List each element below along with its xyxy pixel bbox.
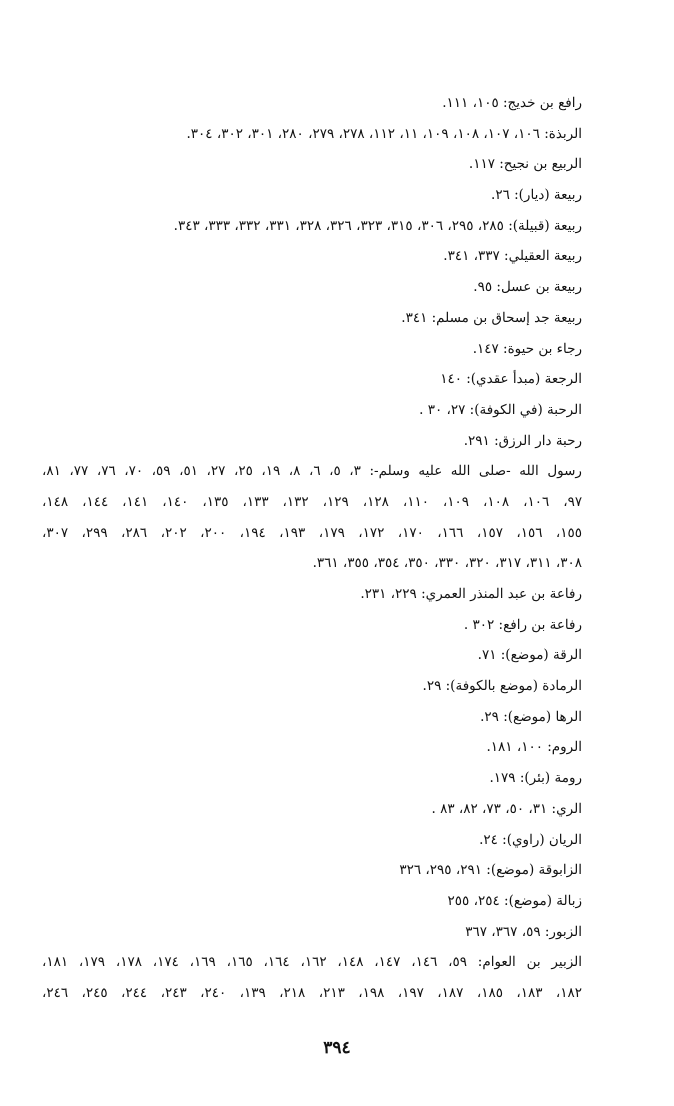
index-entry: الريان (راوي): ٢٤.	[479, 831, 582, 848]
index-entry: الزبور: ٥٩، ٣٦٧، ٣٦٧	[465, 923, 582, 940]
index-entry-continuation: ٩٧، ١٠٦، ١٠٨، ١٠٩، ١١٠، ١٢٨، ١٢٩، ١٣٢، ١٣٣، ١٣٥، ١٤٠، ١٤١، ١٤٤، ١٤٨،	[42, 493, 582, 510]
index-entry: الري: ٣١، ٥٠، ٧٣، ٨٢، ٨٣ .	[431, 800, 582, 817]
index-entry: رفاعة بن رافع: ٣٠٢ .	[463, 616, 582, 633]
index-entry: الرحبة (في الكوفة): ٢٧، ٣٠ .	[419, 401, 582, 418]
index-entry: الربيع بن نجيح: ١١٧.	[468, 156, 582, 173]
index-entry: رافع بن خديج: ١٠٥، ١١١.	[442, 95, 582, 111]
index-entry: رسول الله -صلى الله عليه وسلم-: ٣، ٥، ٦، ٨، ١٩، ٢٥، ٢٧، ٥١، ٥٩، ٧٠، ٧٦، ٧٧، ٨١،	[42, 463, 582, 480]
index-entry: ربيعة (قبيلة): ٢٨٥، ٢٩٥، ٣٠٦، ٣١٥، ٣٢٣، ٣٢٦، ٣٢٨، ٣٣١، ٣٣٢، ٣٣٣، ٣٤٣.	[173, 217, 582, 234]
index-entry-continuation: ١٨٢، ١٨٣، ١٨٥، ١٨٧، ١٩٧، ١٩٨، ٢١٣، ٢١٨، ١٣٩، ٢٤٠، ٢٤٣، ٢٤٤، ٢٤٥، ٢٤٦،	[42, 984, 582, 1001]
index-entry: الروم: ١٠٠، ١٨١.	[486, 739, 582, 756]
index-entry: الرقة (موضع): ٧١.	[477, 647, 582, 664]
index-entry: ربيعة العقيلي: ٣٣٧، ٣٤١.	[443, 248, 582, 265]
page-number: ٣٩٤	[323, 1038, 351, 1058]
index-entry: ربيعة بن عسل: ٩٥.	[473, 279, 582, 296]
index-list	[42, 88, 582, 1009]
index-entry: الزابوقة (موضع): ٢٩١، ٢٩٥، ٣٢٦	[399, 862, 582, 879]
index-entry-continuation: ٣٠٨، ٣١١، ٣١٧، ٣٢٠، ٣٣٠، ٣٥٠، ٣٥٤، ٣٥٥، ٣٦١.	[312, 555, 582, 572]
index-entry: ربيعة جد إسحاق بن مسلم: ٣٤١.	[401, 309, 582, 326]
index-entry: الرجعة (مبدأ عقدي): ١٤٠	[440, 371, 582, 388]
index-entry: رومة (بئر): ١٧٩.	[489, 770, 582, 787]
index-entry: الرها (موضع): ٢٩.	[480, 708, 582, 725]
index-entry: زبالة (موضع): ٢٥٤، ٢٥٥	[447, 892, 582, 909]
index-entry: الزبير بن العوام: ٥٩، ١٤٦، ١٤٧، ١٤٨، ١٦٢، ١٦٤، ١٦٥، ١٦٩، ١٧٤، ١٧٨، ١٧٩، ١٨١،	[42, 954, 582, 971]
index-entry: ربيعة (ديار): ٢٦.	[491, 187, 582, 204]
index-entry-continuation: ١٥٥، ١٥٦، ١٥٧، ١٦٦، ١٧٠، ١٧٢، ١٧٩، ١٩٣، ١٩٤، ٢٠٠، ٢٠٢، ٢٨٦، ٢٩٩، ٣٠٧،	[42, 524, 582, 541]
index-entry: رحبة دار الرزق: ٢٩١.	[463, 432, 582, 449]
index-entry: رفاعة بن عبد المنذر العمري: ٢٢٩، ٢٣١.	[360, 586, 582, 602]
index-entry: الربذة: ١٠٦، ١٠٧، ١٠٨، ١٠٩، ١١، ١١٢، ٢٧٨، ٢٧٩، ٢٨٠، ٣٠١، ٣٠٢، ٣٠٤.	[186, 125, 582, 142]
index-entry: الرمادة (موضع بالكوفة): ٢٩.	[422, 678, 582, 695]
index-entry: رجاء بن حيوة: ١٤٧.	[472, 340, 582, 357]
